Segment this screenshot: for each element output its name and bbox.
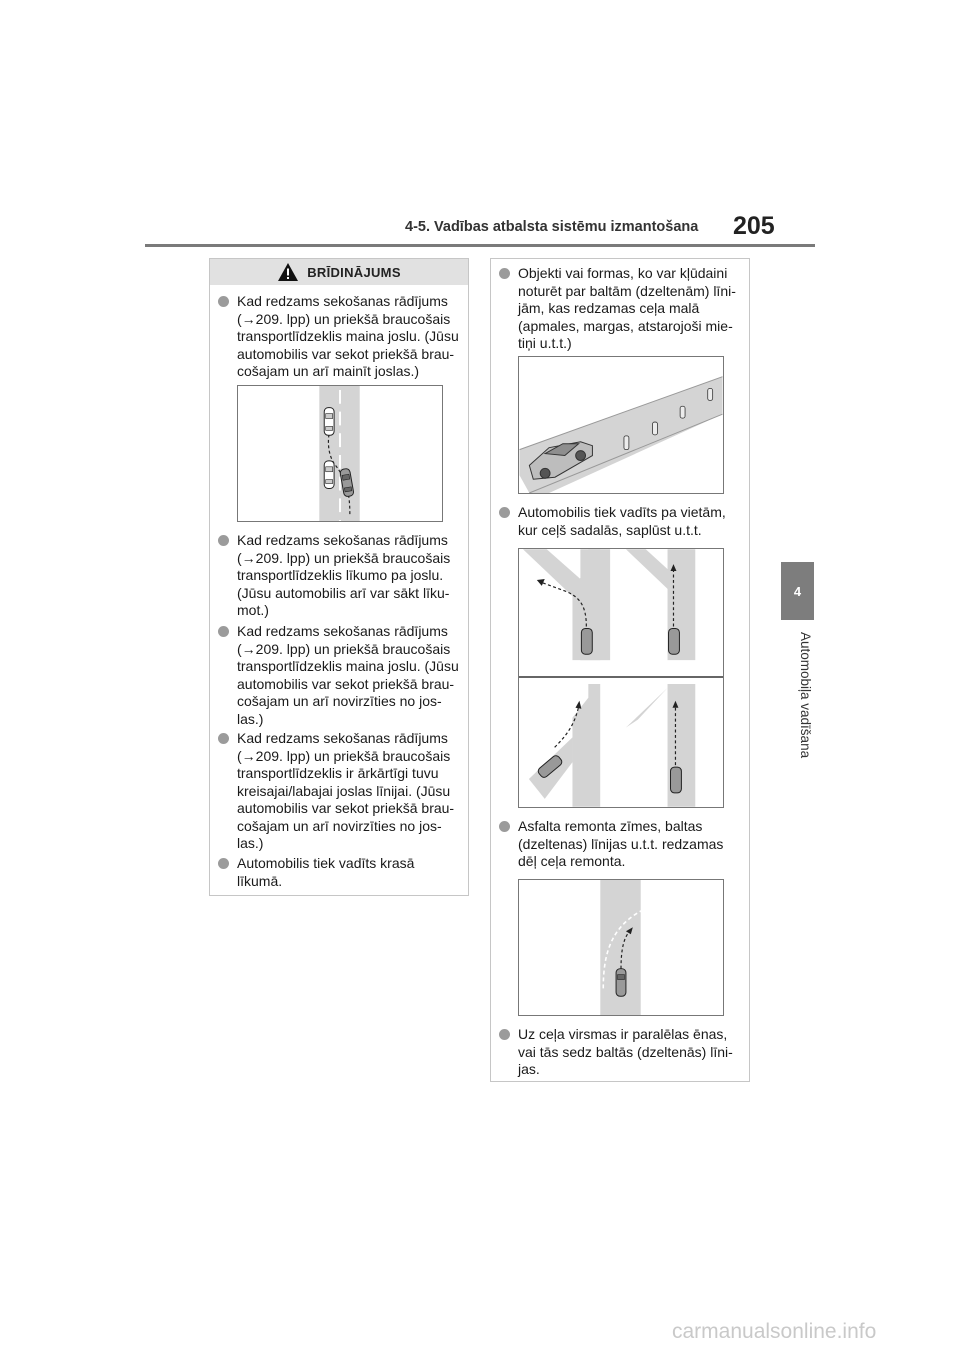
bullet-icon bbox=[499, 1029, 510, 1040]
watermark: carmanualsonline.info bbox=[672, 1320, 877, 1343]
warning-item-9: Uz ceļa virsmas ir paralēlas ēnas, vai tās sedz baltās (dzeltenās) līni- jas. bbox=[499, 1026, 733, 1079]
section-title: 4-5. Vadības atbalsta sistēmu izmantošana bbox=[405, 219, 699, 235]
bullet-icon bbox=[218, 296, 229, 307]
page-number: 205 bbox=[733, 212, 775, 240]
bullet-icon bbox=[218, 535, 229, 546]
figure-road-fork bbox=[518, 548, 724, 808]
warning-panel-right bbox=[490, 258, 750, 1082]
warning-title: BRĪDINĀJUMS bbox=[307, 264, 401, 280]
chapter-label: Automobiļa vadīšana bbox=[798, 632, 813, 759]
warning-item-2: Kad redzams sekošanas rādījums (→209. lpp) un priekšā braucošais transportlīdzeklis līkumo pa joslu. (Jūsu automobilis arī var sākt līku- mot.) bbox=[218, 532, 450, 620]
figure-lane-change bbox=[237, 385, 443, 522]
warning-item-7: Automobilis tiek vadīts pa vietām, kur ceļš sadalās, saplūst u.t.t. bbox=[499, 504, 726, 539]
repair-marks-illustration bbox=[519, 880, 723, 1015]
header-rule bbox=[145, 244, 815, 247]
warning-item-1: Kad redzams sekošanas rādījums (→209. lpp) un priekšā braucošais transportlīdzeklis maina joslu. (Jūsu automobilis var sekot priekšā brau- cošajam un arī mainīt joslas.) bbox=[218, 293, 459, 381]
bullet-icon bbox=[218, 626, 229, 637]
bullet-icon bbox=[499, 507, 510, 518]
warning-item-6: Objekti vai formas, ko var kļūdaini noturēt par baltām (dzeltenām) līni- jām, kas redzamas ceļa malā (apmales, margas, atstarojoši mie- tiņi u.t.t.) bbox=[499, 265, 736, 353]
road-fork-illustration bbox=[519, 549, 723, 807]
bullet-icon bbox=[499, 268, 510, 279]
warning-header bbox=[210, 259, 468, 285]
chapter-number: 4 bbox=[793, 583, 802, 599]
bullet-icon bbox=[499, 821, 510, 832]
warning-panel-left bbox=[209, 258, 469, 896]
figure-roadside-posts bbox=[518, 356, 724, 494]
figure-repair-marks bbox=[518, 879, 724, 1016]
bullet-icon bbox=[218, 858, 229, 869]
warning-item-5: Automobilis tiek vadīts krasā līkumā. bbox=[218, 855, 414, 890]
chapter-tab bbox=[781, 562, 814, 620]
roadside-posts-illustration bbox=[519, 357, 723, 493]
lane-change-illustration bbox=[238, 386, 442, 521]
bullet-icon bbox=[218, 733, 229, 744]
warning-item-8: Asfalta remonta zīmes, baltas (dzeltenas) līnijas u.t.t. redzamas dēļ ceļa remonta. bbox=[499, 818, 723, 871]
warning-triangle-icon bbox=[277, 262, 299, 282]
warning-item-4: Kad redzams sekošanas rādījums (→209. lpp) un priekšā braucošais transportlīdzeklis ir ārkārtīgi tuvu kreisajai/labajai joslas līnijai. (Jūsu automobilis var sekot priekšā brau- cošajam un arī novirzīties no jos- las.) bbox=[218, 730, 454, 853]
warning-item-3: Kad redzams sekošanas rādījums (→209. lpp) un priekšā braucošais transportlīdzeklis maina joslu. (Jūsu automobilis var sekot priekšā brau- cošajam un arī novirzīties no jos- las.) bbox=[218, 623, 459, 728]
